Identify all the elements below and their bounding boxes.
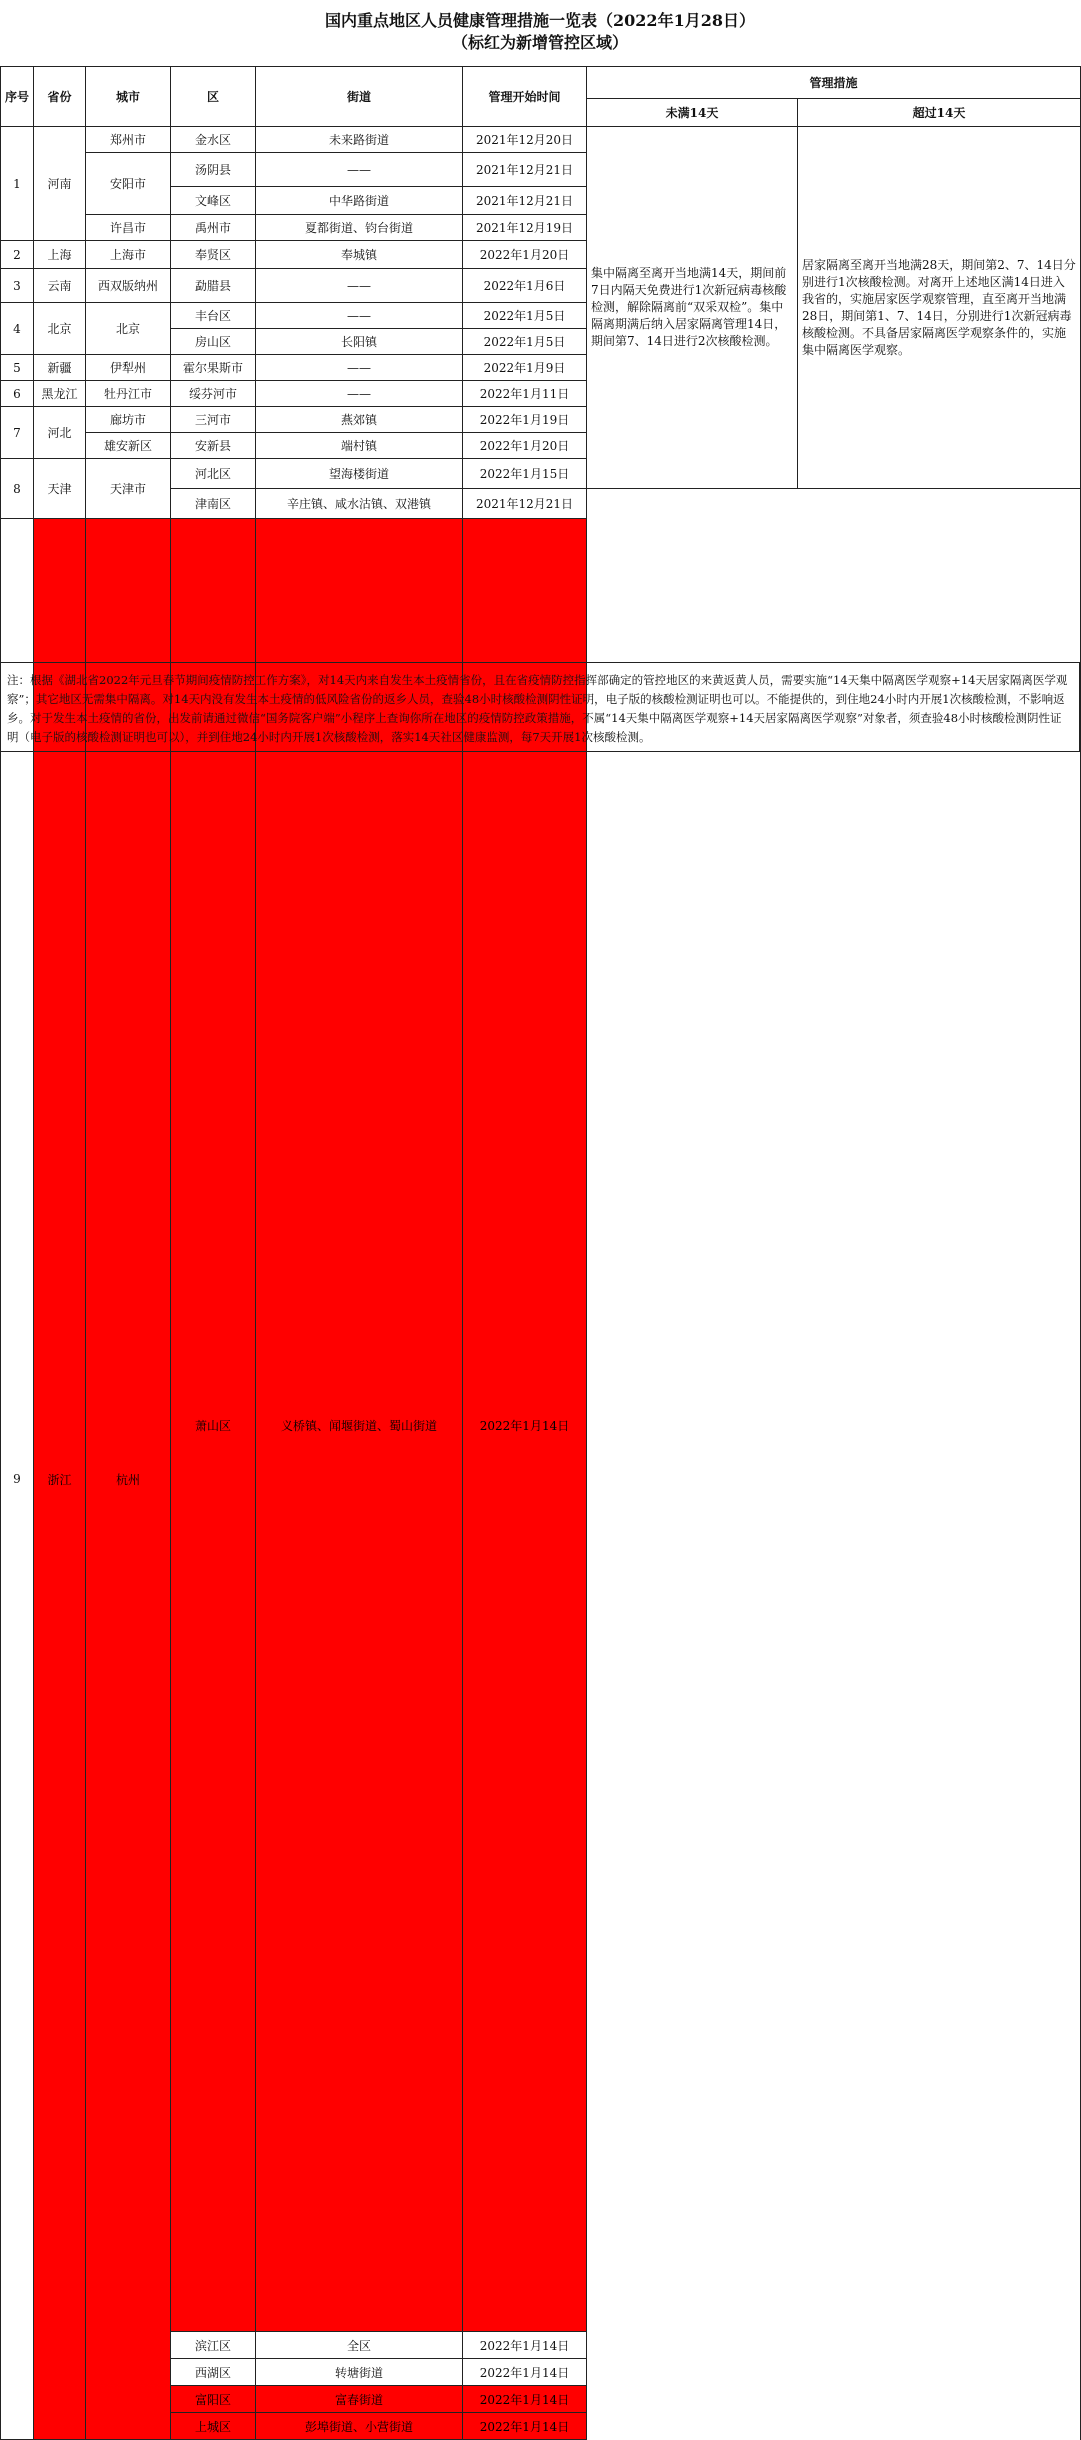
start-time-cell: 2022年1月15日	[463, 459, 587, 489]
district-cell: 河北区	[171, 459, 256, 489]
seq-cell: 1	[1, 127, 34, 241]
province-cell: 浙江	[34, 519, 86, 2440]
province-cell: 北京	[34, 303, 86, 355]
start-time-cell: 2022年1月14日	[463, 2332, 587, 2359]
street-cell: 全区	[256, 2332, 463, 2359]
start-time-cell: 2021年12月20日	[463, 127, 587, 153]
start-time-cell: 2022年1月6日	[463, 269, 587, 303]
start-time-cell: 2021年12月21日	[463, 489, 587, 519]
seq-cell: 4	[1, 303, 34, 355]
table-row	[1, 519, 1081, 2332]
seq-cell: 7	[1, 407, 34, 459]
start-time-cell: 2022年1月14日	[463, 2413, 587, 2440]
header-measures: 管理措施	[587, 67, 1081, 99]
district-cell: 金水区	[171, 127, 256, 153]
header-city: 城市	[86, 67, 171, 127]
city-cell: 牡丹江市	[86, 381, 171, 407]
header-start-time: 管理开始时间	[463, 67, 587, 127]
province-cell: 天津	[34, 459, 86, 519]
start-time-cell: 2022年1月11日	[463, 381, 587, 407]
district-cell: 霍尔果斯市	[171, 355, 256, 381]
seq-cell: 9	[1, 519, 34, 2440]
city-cell: 杭州	[86, 519, 171, 2440]
start-time-cell: 2022年1月19日	[463, 407, 587, 433]
province-cell: 新疆	[34, 355, 86, 381]
document-title	[0, 0, 1080, 64]
title-line-2: （标红为新增管控区域）	[451, 33, 628, 52]
start-time-cell: 2021年12月21日	[463, 187, 587, 215]
street-cell: 燕郊镇	[256, 407, 463, 433]
city-cell: 伊犁州	[86, 355, 171, 381]
city-cell: 廊坊市	[86, 407, 171, 433]
street-cell: ——	[256, 153, 463, 187]
header-seq: 序号	[1, 67, 34, 127]
measure-under-14-group1: 集中隔离至离开当地满14天，期间前7日内隔天免费进行1次新冠病毒核酸检测，解除隔离前“双采双检”。集中隔离期满后纳入居家隔离管理14日，期间第7、14日进行2次核酸检测。	[587, 127, 798, 489]
district-cell: 汤阴县	[171, 153, 256, 187]
district-cell: 禹州市	[171, 215, 256, 241]
district-cell: 勐腊县	[171, 269, 256, 303]
header-street: 街道	[256, 67, 463, 127]
street-cell: 奉城镇	[256, 241, 463, 269]
street-cell: 中华路街道	[256, 187, 463, 215]
street-cell: 转塘街道	[256, 2359, 463, 2386]
street-cell: 望海楼街道	[256, 459, 463, 489]
district-cell: 萧山区	[171, 519, 256, 2332]
street-cell: 富春街道	[256, 2386, 463, 2413]
district-cell: 滨江区	[171, 2332, 256, 2359]
city-cell: 许昌市	[86, 215, 171, 241]
street-cell: ——	[256, 355, 463, 381]
district-cell: 房山区	[171, 329, 256, 355]
footnote: 注：根据《湖北省2022年元旦春节期间疫情防控工作方案》，对14天内来自发生本土疫情省份，且在省疫情防控指挥部确定的管控地区的来黄返黄人员，需要实施“14天集中隔离医学观察+14天居家隔离医学观察”；其它地区无需集中隔离。对14天内没有发生本土疫情的低风险省份的返乡人员，查验48小时核酸检测阴性证明，电子版的核酸检测证明也可以。不能提供的，到住地24小时内开展1次核酸检测，不影响返乡。对于发生本土疫情的省份，出发前请通过微信“国务院客户端”小程序上查询你所在地区的疫情防控政策措施，不属“14天集中隔离医学观察+14天居家隔离医学观察”对象者，须查验48小时核酸检测阴性证明（电子版的核酸检测证明也可以），并到住地24小时内开展1次核酸检测，落实14天社区健康监测，每7天开展1次核酸检测。	[0, 662, 1080, 752]
header-province: 省份	[34, 67, 86, 127]
seq-cell: 8	[1, 459, 34, 519]
start-time-cell: 2022年1月20日	[463, 241, 587, 269]
district-cell: 津南区	[171, 489, 256, 519]
district-cell: 上城区	[171, 2413, 256, 2440]
district-cell: 安新县	[171, 433, 256, 459]
street-cell: 彭埠街道、小营街道	[256, 2413, 463, 2440]
start-time-cell: 2022年1月9日	[463, 355, 587, 381]
table-row	[1, 127, 1081, 153]
province-cell: 上海	[34, 241, 86, 269]
province-cell: 河北	[34, 407, 86, 459]
province-cell: 黑龙江	[34, 381, 86, 407]
seq-cell: 6	[1, 381, 34, 407]
city-cell: 安阳市	[86, 153, 171, 215]
district-cell: 文峰区	[171, 187, 256, 215]
province-cell: 云南	[34, 269, 86, 303]
start-time-cell: 2022年1月5日	[463, 329, 587, 355]
start-time-cell: 2021年12月21日	[463, 153, 587, 187]
start-time-cell: 2022年1月5日	[463, 303, 587, 329]
street-cell: 长阳镇	[256, 329, 463, 355]
city-cell: 天津市	[86, 459, 171, 519]
health-measures-table	[0, 66, 1081, 2440]
district-cell: 西湖区	[171, 2359, 256, 2386]
measure-over-14-group1: 居家隔离至离开当地满28天，期间第2、7、14日分别进行1次核酸检测。对离开上述地区满14日进入我省的，实施居家医学观察管理，直至离开当地满28日，期间第1、7、14日，分别进行1次新冠病毒核酸检测。不具备居家隔离医学观察条件的，实施集中隔离医学观察。	[798, 127, 1081, 489]
street-cell: 未来路街道	[256, 127, 463, 153]
district-cell: 三河市	[171, 407, 256, 433]
start-time-cell: 2021年12月19日	[463, 215, 587, 241]
header-district: 区	[171, 67, 256, 127]
street-cell: ——	[256, 269, 463, 303]
street-cell: 夏都街道、钧台街道	[256, 215, 463, 241]
district-cell: 奉贤区	[171, 241, 256, 269]
start-time-cell: 2022年1月14日	[463, 2386, 587, 2413]
street-cell: 辛庄镇、咸水沽镇、双港镇	[256, 489, 463, 519]
title-line-1: 国内重点地区人员健康管理措施一览表（2022年1月28日）	[325, 11, 755, 30]
seq-cell: 2	[1, 241, 34, 269]
city-cell: 雄安新区	[86, 433, 171, 459]
seq-cell: 3	[1, 269, 34, 303]
start-time-cell: 2022年1月20日	[463, 433, 587, 459]
district-cell: 丰台区	[171, 303, 256, 329]
start-time-cell: 2022年1月14日	[463, 519, 587, 2332]
street-cell: 端村镇	[256, 433, 463, 459]
street-cell: 义桥镇、闻堰街道、蜀山街道	[256, 519, 463, 2332]
city-cell: 郑州市	[86, 127, 171, 153]
street-cell: ——	[256, 381, 463, 407]
header-under-14: 未满14天	[587, 99, 798, 127]
district-cell: 富阳区	[171, 2386, 256, 2413]
district-cell: 绥芬河市	[171, 381, 256, 407]
start-time-cell: 2022年1月14日	[463, 2359, 587, 2386]
street-cell: ——	[256, 303, 463, 329]
city-cell: 西双版纳州	[86, 269, 171, 303]
seq-cell: 5	[1, 355, 34, 381]
city-cell: 北京	[86, 303, 171, 355]
province-cell: 河南	[34, 127, 86, 241]
city-cell: 上海市	[86, 241, 171, 269]
header-over-14: 超过14天	[798, 99, 1081, 127]
